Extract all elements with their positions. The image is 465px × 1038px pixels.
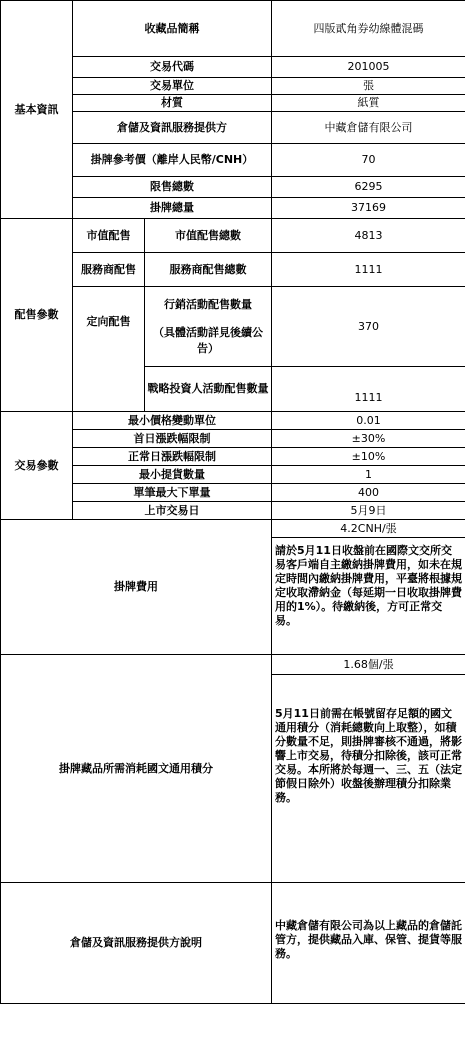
trade-unit-value: 張 xyxy=(272,78,465,95)
listing-fee-value: 4.2CNH/張 xyxy=(272,520,465,538)
row-listing-fee xyxy=(1,520,465,538)
points-note: 5月11日前需在帳號留存足額的國文通用積分（消耗總數向上取整），如積分數量不足，則掛牌審核不通過，將影響上市交易，待積分扣除後，該可正常交易。本所將於每週一、三、五（法定節假日除外）收盤後辦理積分扣除業務。 xyxy=(272,675,465,883)
row-tick-size xyxy=(1,412,465,430)
listing-fee-note: 請於5月11日收盤前在國際文交所交易客戶端自主繳納掛牌費用，如未在規定時間內繳納掛牌費用，平臺將根據規定收取滯納金（每延期一日收取掛牌費用的1%）。待繳納後，方可正常交易。 xyxy=(272,538,465,655)
listing-total-label: 掛牌總量 xyxy=(73,198,272,219)
promo-allocation-label-line2: （具體活動詳見後續公告） xyxy=(153,325,263,355)
max-order-label: 單筆最大下單量 xyxy=(73,484,272,502)
service-allocation-group: 服務商配售 xyxy=(73,253,145,287)
listing-total-value: 37169 xyxy=(272,198,465,219)
promo-allocation-label xyxy=(145,287,272,367)
max-order-value: 400 xyxy=(272,484,465,502)
promo-allocation-value: 370 xyxy=(272,287,465,367)
strategic-allocation-label: 戰略投資人活動配售數量 xyxy=(145,367,272,412)
listing-fee-label: 掛牌費用 xyxy=(1,520,272,655)
min-delivery-value: 1 xyxy=(272,466,465,484)
market-allocation-group: 市值配售 xyxy=(73,219,145,253)
section-allocation-label: 配售參數 xyxy=(1,219,73,412)
points-label: 掛牌藏品所需消耗國文通用積分 xyxy=(1,655,272,883)
listing-day-value: 5月9日 xyxy=(272,502,465,520)
collection-name-value: 四版貳角券幼線體混碼 xyxy=(272,1,465,57)
row-market-allocation xyxy=(1,219,465,253)
first-day-limit-label: 首日漲跌幅限制 xyxy=(73,430,272,448)
normal-limit-value: ±10% xyxy=(272,448,465,466)
points-value: 1.68個/張 xyxy=(272,655,465,675)
promo-label-gap xyxy=(147,313,269,325)
section-basic-label: 基本資訊 xyxy=(1,1,73,219)
provider-label: 倉儲及資訊服務提供方 xyxy=(73,112,272,144)
material-label: 材質 xyxy=(73,95,272,112)
limit-total-value: 6295 xyxy=(272,177,465,198)
provider-desc-note: 中藏倉儲有限公司為以上藏品的倉儲託管方，提供藏品入庫、保管、提貨等服務。 xyxy=(272,883,465,1004)
collection-name-label: 收藏品簡稱 xyxy=(73,1,272,57)
row-collection-name xyxy=(1,1,465,57)
min-delivery-label: 最小提貨數量 xyxy=(73,466,272,484)
tick-size-value: 0.01 xyxy=(272,412,465,430)
directed-allocation-group: 定向配售 xyxy=(73,287,145,412)
service-allocation-total-value: 1111 xyxy=(272,253,465,287)
provider-desc-label: 倉儲及資訊服務提供方說明 xyxy=(1,883,272,1004)
strategic-allocation-value: 1111 xyxy=(272,367,465,412)
ref-price-value: 70 xyxy=(272,144,465,177)
row-points xyxy=(1,655,465,675)
limit-total-label: 限售總數 xyxy=(73,177,272,198)
market-allocation-total-value: 4813 xyxy=(272,219,465,253)
ref-price-label: 掛牌參考價（離岸人民幣/CNH） xyxy=(73,144,272,177)
tick-size-label: 最小價格變動單位 xyxy=(73,412,272,430)
row-provider-desc xyxy=(1,883,465,1004)
material-value: 紙質 xyxy=(272,95,465,112)
promo-allocation-label-line1: 行銷活動配售數量 xyxy=(164,297,252,311)
service-allocation-total-label: 服務商配售總數 xyxy=(145,253,272,287)
first-day-limit-value: ±30% xyxy=(272,430,465,448)
section-trading-label: 交易參數 xyxy=(1,412,73,520)
trade-code-label: 交易代碼 xyxy=(73,57,272,78)
normal-limit-label: 正常日漲跌幅限制 xyxy=(73,448,272,466)
listing-day-label: 上市交易日 xyxy=(73,502,272,520)
trade-unit-label: 交易單位 xyxy=(73,78,272,95)
provider-value: 中藏倉儲有限公司 xyxy=(272,112,465,144)
trade-code-value: 201005 xyxy=(272,57,465,78)
market-allocation-total-label: 市值配售總數 xyxy=(145,219,272,253)
